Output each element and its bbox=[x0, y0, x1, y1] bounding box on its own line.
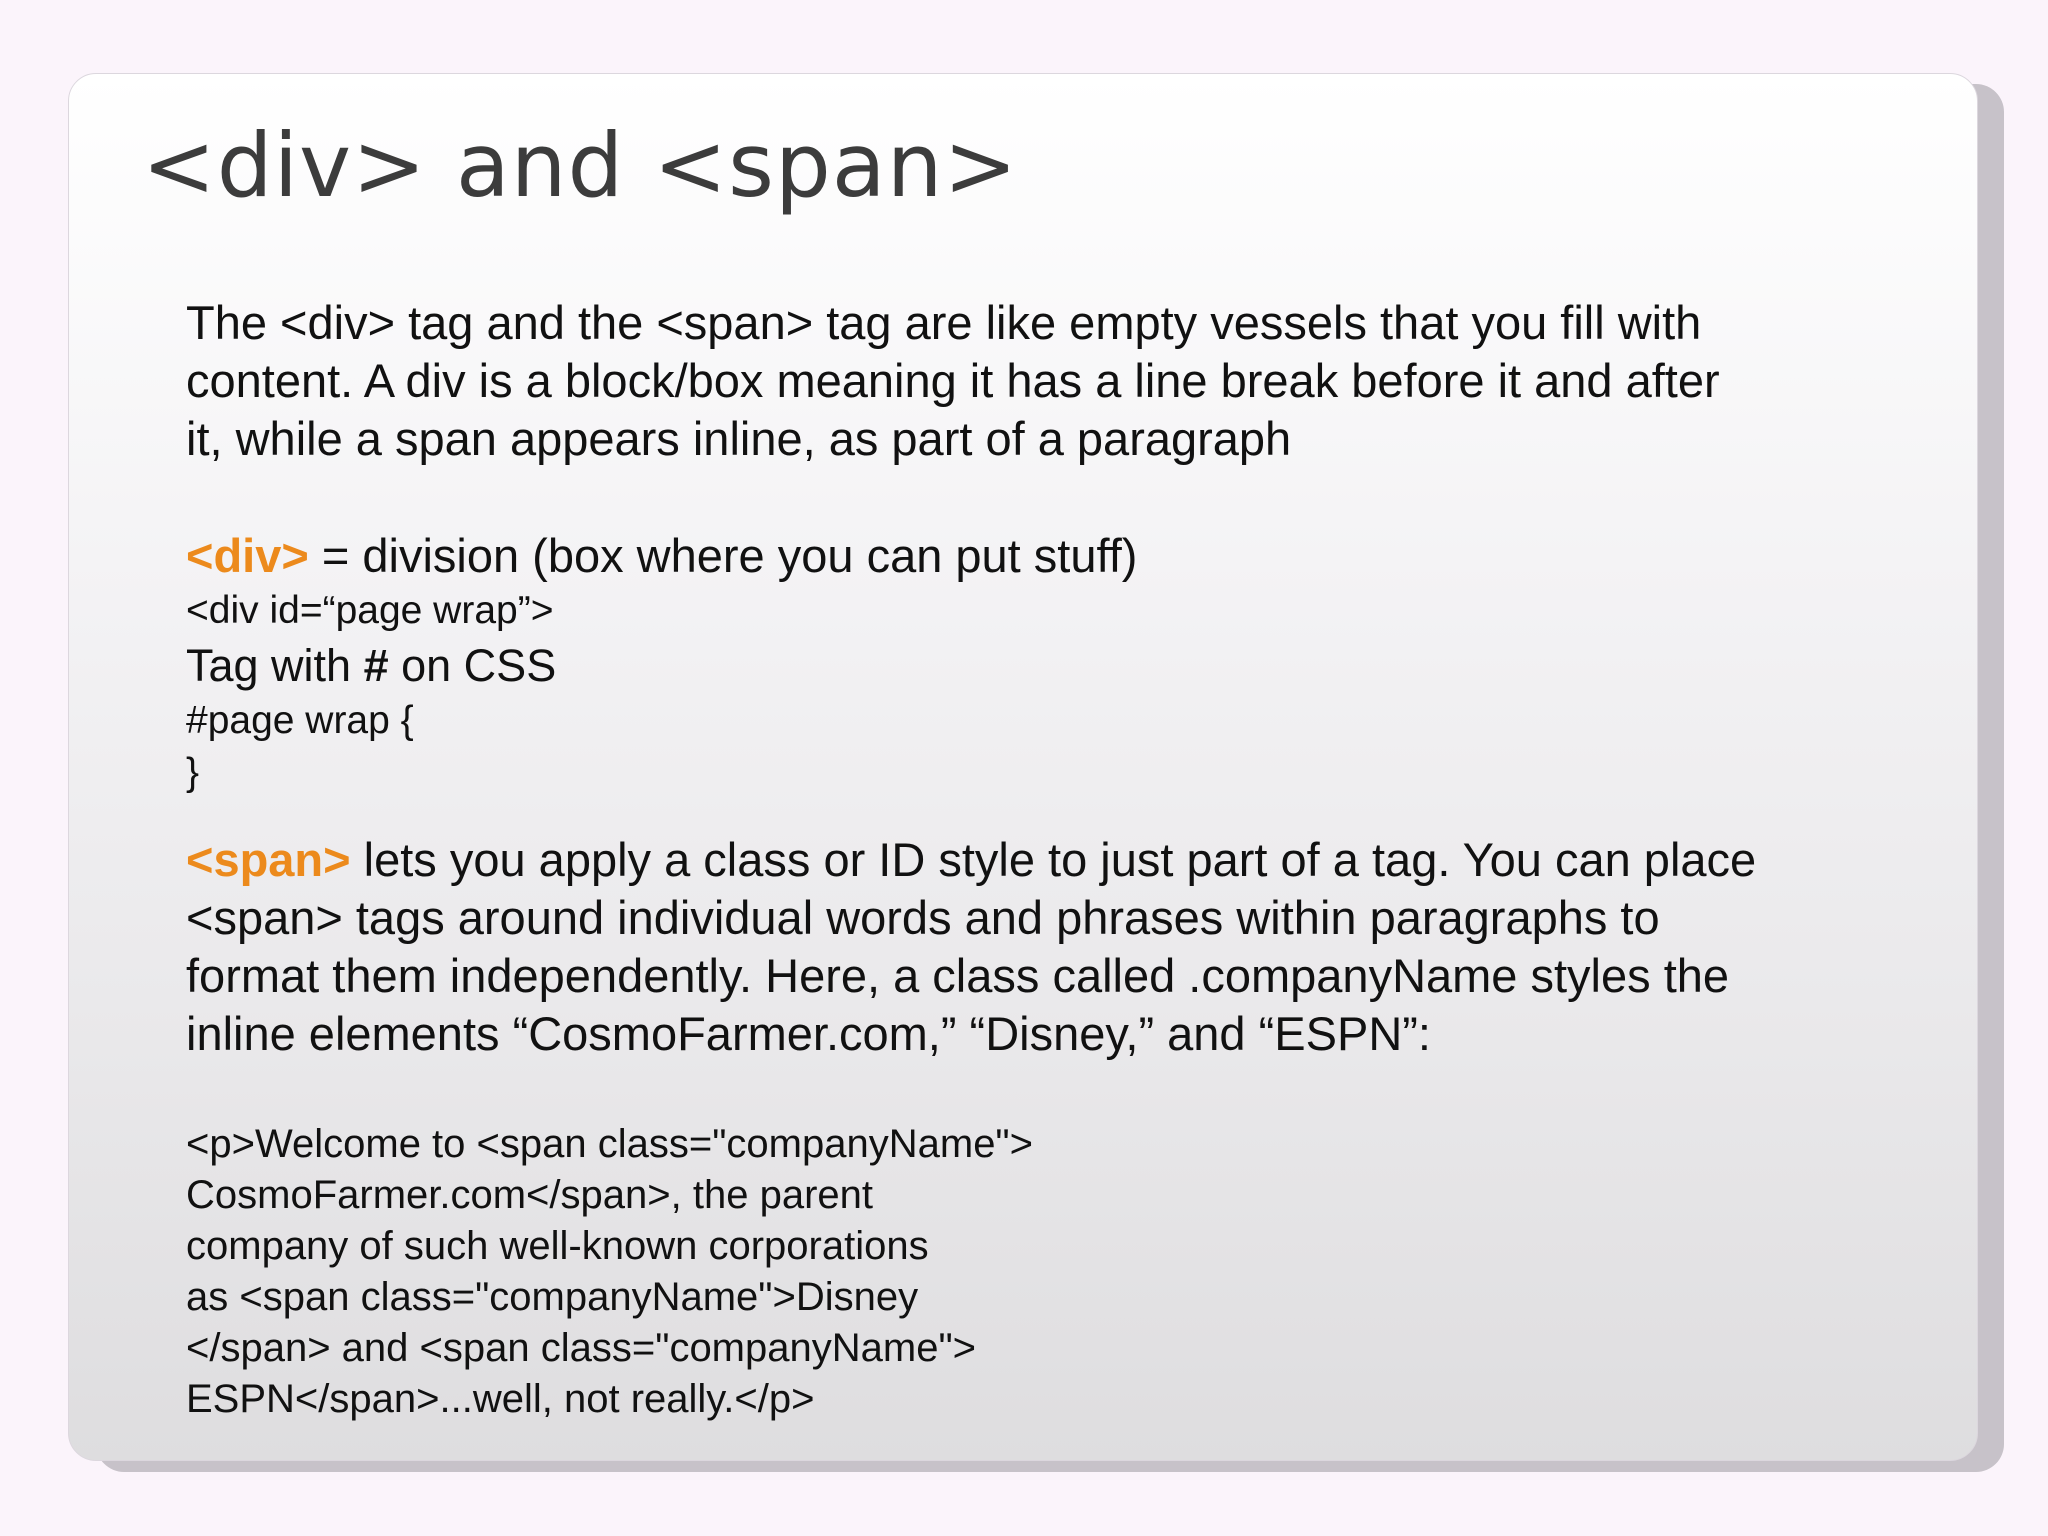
css-note-hash: # bbox=[363, 640, 389, 691]
div-definition bbox=[186, 527, 1826, 585]
slide-content bbox=[186, 294, 1826, 1425]
span-line: format them independently. Here, a class called .companyName styles the bbox=[186, 949, 1730, 1002]
intro-line: content. A div is a block/box meaning it has a line break before it and after bbox=[186, 354, 1720, 407]
span-keyword: <span> bbox=[186, 833, 351, 886]
slide-title: <div> and <span> bbox=[142, 114, 1019, 217]
code-line: CosmoFarmer.com</span>, the parent bbox=[186, 1173, 873, 1217]
code-example bbox=[186, 1119, 1826, 1425]
code-line: as <span class="companyName">Disney bbox=[186, 1275, 919, 1319]
code-line: ESPN</span>...well, not really.</p> bbox=[186, 1377, 815, 1421]
css-note bbox=[186, 637, 1826, 695]
span-line bbox=[186, 831, 1826, 889]
div-example-tag: <div id=“page wrap”> bbox=[186, 589, 554, 632]
intro-paragraph bbox=[186, 294, 1826, 468]
intro-line: The <div> tag and the <span> tag are like empty vessels that you fill with bbox=[186, 296, 1702, 349]
code-line: </span> and <span class="companyName"> bbox=[186, 1326, 976, 1370]
div-section bbox=[186, 527, 1826, 799]
code-line: company of such well-known corporations bbox=[186, 1224, 929, 1268]
css-selector: #page wrap { bbox=[186, 699, 414, 742]
span-line1-text: lets you apply a class or ID style to just part of a tag. You can place bbox=[350, 833, 1757, 886]
intro-line: it, while a span appears inline, as part of a paragraph bbox=[186, 412, 1292, 465]
css-note-suffix: on CSS bbox=[388, 640, 557, 691]
css-close-brace: } bbox=[186, 751, 200, 794]
code-line: <p>Welcome to <span class="companyName"> bbox=[186, 1122, 1033, 1166]
span-section bbox=[186, 831, 1826, 1063]
span-line: <span> tags around individual words and phrases within paragraphs to bbox=[186, 891, 1660, 944]
css-note-prefix: Tag with bbox=[186, 640, 364, 691]
div-definition-text: = division (box where you can put stuff) bbox=[308, 529, 1138, 582]
span-line: inline elements “CosmoFarmer.com,” “Disney,” and “ESPN”: bbox=[186, 1007, 1431, 1060]
div-keyword: <div> bbox=[186, 529, 309, 582]
